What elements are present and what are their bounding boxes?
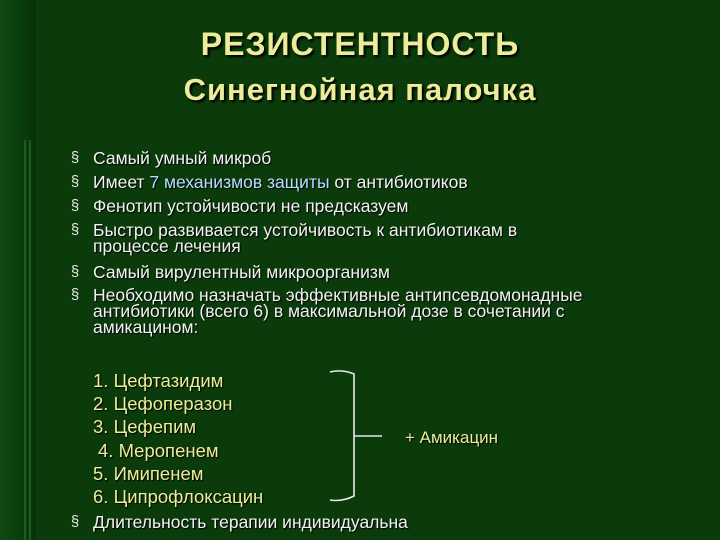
bullet-item-4 xyxy=(93,222,714,254)
bullet-item-7: Длительность терапии индивидуальна xyxy=(93,512,408,532)
right-bracket-icon xyxy=(328,368,388,508)
item-2-highlight: 7 механизмов защиты xyxy=(149,172,330,192)
bullet-marker: § xyxy=(70,513,80,530)
bullet-marker: § xyxy=(70,286,80,303)
bullet-item-2 xyxy=(93,174,714,190)
drug-6: 6. Ципрофлоксацин xyxy=(93,486,264,507)
drug-1: 1. Цефтазидим xyxy=(93,370,224,391)
item-6-line-1: Необходимо назначать эффективные антипсевдомонадные xyxy=(93,285,583,305)
bullet-item-6 xyxy=(93,287,714,335)
item-2-prefix: Имеет xyxy=(93,172,150,192)
item-4-line-2: процессе лечения xyxy=(93,236,241,256)
item-2-suffix: от антибиотиков xyxy=(329,172,468,192)
bullet-marker: § xyxy=(70,221,80,238)
bullet-marker: § xyxy=(70,197,80,214)
item-6-line-2: антибиотики (всего 6) в максимальной дозе в сочетании с xyxy=(93,301,565,321)
item-6-line-3: амикацином: xyxy=(93,317,199,337)
item-4-line-1: Быстро развивается устойчивость к антибиотикам в xyxy=(93,220,518,240)
bullet-item-3: Фенотип устойчивости не предсказуем xyxy=(93,196,409,216)
slide-subtitle: Синегнойная палочка xyxy=(183,72,537,107)
drug-4: 4. Меропенем xyxy=(98,440,219,461)
left-stripe-2 xyxy=(29,140,31,540)
left-stripe-1 xyxy=(24,140,26,540)
bullet-item-1: Самый умный микроб xyxy=(93,148,272,168)
combination-label: + Амикацин xyxy=(405,428,499,447)
drug-5: 5. Имипенем xyxy=(93,463,204,484)
bullet-marker: § xyxy=(70,149,80,166)
drug-3: 3. Цефепим xyxy=(93,416,197,437)
drug-2: 2. Цефоперазон xyxy=(93,393,233,414)
bullet-item-5: Самый вирулентный микроорганизм xyxy=(93,262,390,282)
bullet-marker: § xyxy=(70,173,80,190)
slide-title: РЕЗИСТЕНТНОСТЬ xyxy=(200,26,520,62)
bullet-marker: § xyxy=(70,263,80,280)
